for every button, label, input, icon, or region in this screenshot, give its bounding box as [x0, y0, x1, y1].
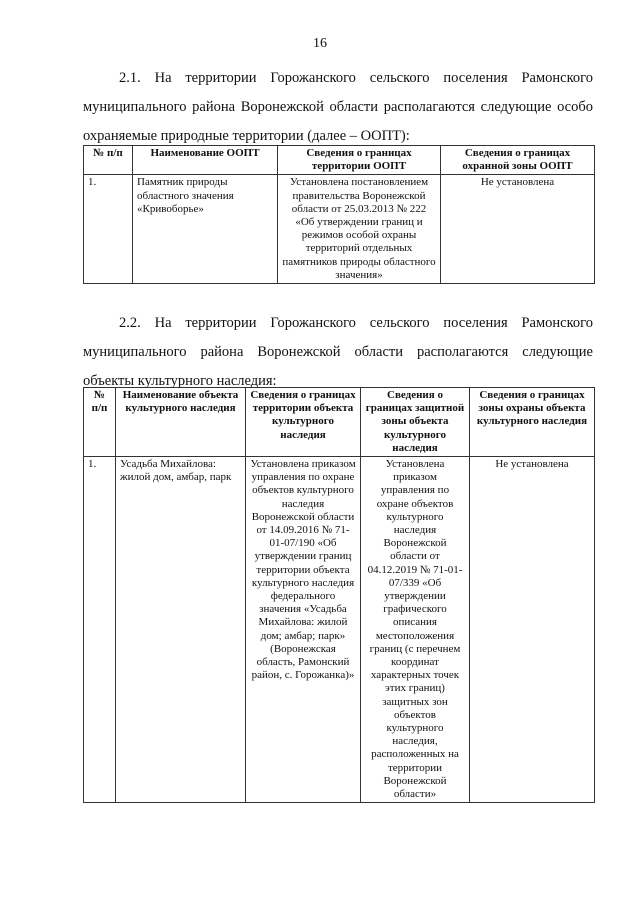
protected-areas-table	[83, 145, 595, 284]
table-header-row	[84, 146, 595, 175]
cell-name: Памятник природы областного значения «Кривоборье»	[133, 175, 278, 284]
cultural-heritage-table	[83, 387, 595, 803]
table-header-row	[84, 388, 595, 457]
header-territory-bounds: Сведения о границах территории объекта культурного наследия	[246, 388, 361, 457]
page-number: 16	[313, 36, 327, 51]
cell-territory-bounds: Установлена приказом управления по охране объектов культурного наследия Воронежской области от 14.09.2016 № 71-01-07/190 «Об утверждении границ территории объекта культурного наследия федерального значения «Усадьба Михайлова: жилой дом; амбар; парк» (Воронежская область, Рамонский район, с. Горожанка)»	[246, 457, 361, 803]
cell-number: 1.	[84, 457, 116, 803]
section-2-1-paragraph	[83, 64, 593, 151]
header-number: № п/п	[84, 146, 133, 175]
header-territory-bounds: Сведения о границах территории ООПТ	[278, 146, 441, 175]
cell-territory-bounds: Установлена постановлением правительства Воронежской области от 25.03.2013 № 222 «Об утверждении границ и режимов особой охраны территорий отдельных памятников природы областного значения»	[278, 175, 441, 284]
table-row	[84, 457, 595, 803]
cell-security-zone-bounds: Не установлена	[470, 457, 595, 803]
section-2-1-text: 2.1. На территории Горожанского сельского поселения Рамонского муниципального района Воронежской области располагаются следующие особо охраняемые природные территории (далее – ООПТ):	[83, 70, 593, 144]
header-number: № п/п	[84, 388, 116, 457]
table-row	[84, 175, 595, 284]
cell-number: 1.	[84, 175, 133, 284]
header-object-name: Наименование объекта культурного наследия	[116, 388, 246, 457]
section-2-2-paragraph	[83, 309, 593, 396]
cell-object-name: Усадьба Михайлова: жилой дом, амбар, парк	[116, 457, 246, 803]
header-buffer-zone-bounds: Сведения о границах охранной зоны ООПТ	[441, 146, 595, 175]
header-name: Наименование ООПТ	[133, 146, 278, 175]
header-protective-zone-bounds: Сведения о границах защитной зоны объекта культурного наследия	[361, 388, 470, 457]
header-security-zone-bounds: Сведения о границах зоны охраны объекта культурного наследия	[470, 388, 595, 457]
section-2-2-text: 2.2. На территории Горожанского сельского поселения Рамонского муниципального района Воронежской области располагаются следующие объекты культурного наследия:	[83, 315, 593, 389]
cell-buffer-zone-bounds: Не установлена	[441, 175, 595, 284]
cell-protective-zone-bounds: Установлена приказом управления по охране объектов культурного наследия Воронежской области от 04.12.2019 № 71-01-07/339 «Об утверждении графического описания местоположения границ (с перечнем координат характерных точек этих границ) защитных зон объектов культурного наследия, расположенных на территории Воронежской области»	[361, 457, 470, 803]
